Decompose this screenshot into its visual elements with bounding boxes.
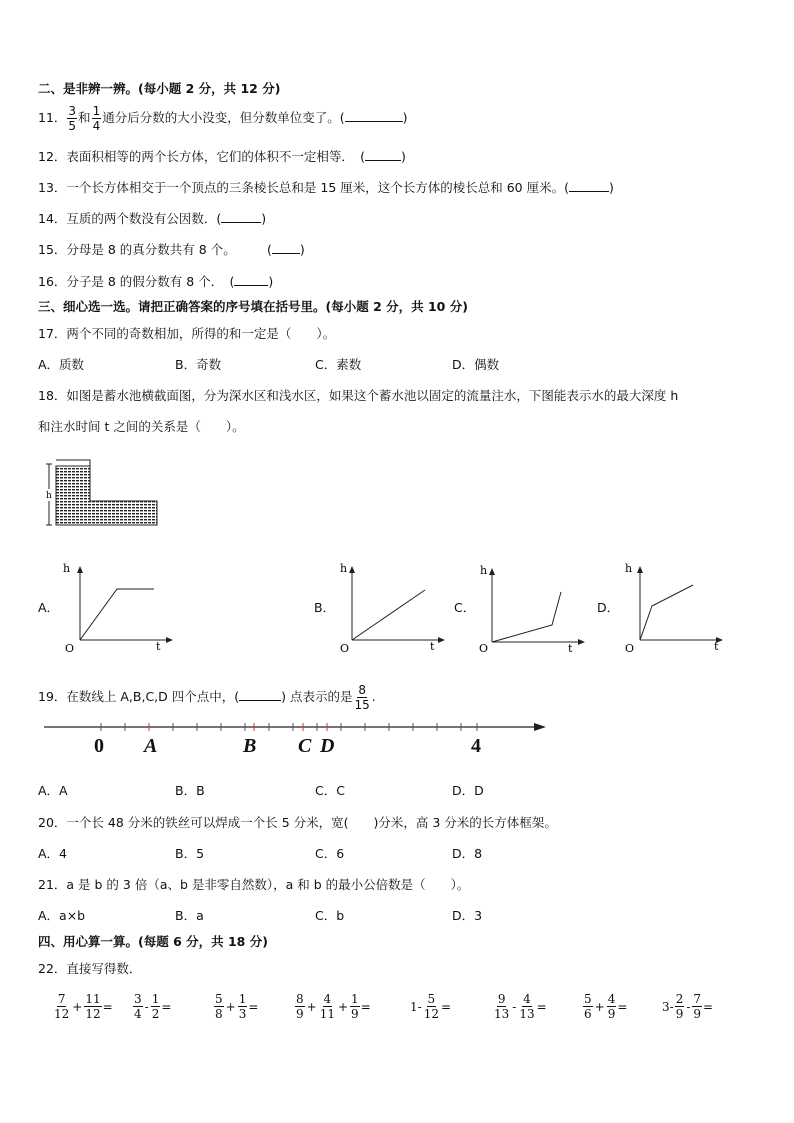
numberline-label-a: A <box>144 735 158 757</box>
reservoir-diagram <box>44 456 164 528</box>
question-22: 22．直接写得数． <box>38 961 142 976</box>
question-13: 13．一个长方体相交于一个顶点的三条棱长总和是 15 厘米，这个长方体的棱长总和 60 厘米。( ) <box>38 180 614 195</box>
option-b[interactable]: B．5 <box>175 846 205 861</box>
svg-text:t: t <box>430 640 435 653</box>
svg-text:t: t <box>714 640 719 653</box>
svg-text:h: h <box>625 562 633 575</box>
answer-blank[interactable] <box>365 149 401 161</box>
question-21: 21．a 是 b 的 3 倍（a、b 是非零自然数），a 和 b 的最小公倍数是（ ）。 <box>38 877 470 892</box>
option-a[interactable]: A．质数 <box>38 357 85 372</box>
answer-blank[interactable] <box>221 211 261 223</box>
answer-blank[interactable] <box>272 242 300 254</box>
svg-text:h: h <box>480 564 488 577</box>
option-c[interactable]: C． <box>454 600 476 615</box>
option-a[interactable]: A．A <box>38 783 68 798</box>
numberline-label-4: 4 <box>471 735 481 757</box>
svg-text:O: O <box>479 642 489 655</box>
fraction: $\frac{3}{5}$ <box>68 104 77 133</box>
number-line <box>44 717 549 737</box>
section2-title: 二、是非辨一辨。(每小题 2 分，共 12 分) <box>38 81 281 96</box>
numberline-label-0: 0 <box>94 735 104 757</box>
option-b[interactable]: B．B <box>175 783 205 798</box>
calc-item-8: 3- $\frac{2}{9}$ - $\frac{7}{9}$ = <box>662 992 714 1021</box>
question-12: 12．表面积相等的两个长方体，它们的体积不一定相等． ( ) <box>38 149 406 164</box>
svg-text:O: O <box>340 642 350 655</box>
graph-b <box>332 560 447 655</box>
option-d[interactable]: D． <box>597 600 620 615</box>
option-c[interactable]: C．6 <box>315 846 345 861</box>
question-17: 17．两个不同的奇数相加，所得的和一定是（ ）。 <box>38 326 336 341</box>
h-label: h <box>46 491 52 501</box>
svg-text:t: t <box>568 642 573 655</box>
svg-text:t: t <box>156 640 161 653</box>
question-18-line1: 18．如图是蓄水池横截面图，分为深水区和浅水区，如果这个蓄水池以固定的流量注水，下图能表示水的最大深度 h <box>38 388 679 403</box>
option-d[interactable]: D．3 <box>452 908 483 923</box>
option-a[interactable]: A．a×b <box>38 908 86 923</box>
question-20: 20．一个长 48 分米的铁丝可以焊成一个长 5 分米，宽( )分米，高 3 分米的长方体框架。 <box>38 815 557 830</box>
calc-item-4: $\frac{8}{9}$ + $\frac{4}{11}$ + $\frac{1}{9}$ = <box>296 992 371 1021</box>
question-11: 11． $\frac{3}{5}$ 和 $\frac{1}{4}$ 通分后分数的大小没变，但分数单位变了。( ) <box>38 104 408 133</box>
calc-item-5: 1- $\frac{5}{12}$ = <box>410 992 452 1021</box>
graph-a <box>60 560 175 655</box>
question-18-line2: 和注水时间 t 之间的关系是（ ）。 <box>38 419 245 434</box>
numberline-label-c: C <box>298 735 312 757</box>
option-b[interactable]: B． <box>314 600 336 615</box>
numberline-label-d: D <box>320 735 335 757</box>
calc-item-2: $\frac{3}{4}$ - $\frac{1}{2}$ = <box>134 992 172 1021</box>
answer-blank[interactable] <box>239 689 281 701</box>
option-d[interactable]: D．偶数 <box>452 357 500 372</box>
option-c[interactable]: C．C <box>315 783 345 798</box>
calc-item-3: $\frac{5}{8}$ + $\frac{1}{3}$ = <box>215 992 259 1021</box>
section4-title: 四、用心算一算。(每题 6 分，共 18 分) <box>38 934 268 949</box>
graph-c <box>472 562 587 657</box>
option-d[interactable]: D．8 <box>452 846 483 861</box>
question-19: 19．在数线上 A,B,C,D 四个点中，( ) 点表示的是 $\frac{8}{15}$ . <box>38 683 376 712</box>
fraction: $\frac{1}{4}$ <box>92 104 101 133</box>
question-16: 16．分子是 8 的假分数有 8 个． ( ) <box>38 274 274 289</box>
option-b[interactable]: B．奇数 <box>175 357 222 372</box>
calc-item-7: $\frac{5}{6}$ + $\frac{4}{9}$ = <box>584 992 628 1021</box>
option-d[interactable]: D．D <box>452 783 484 798</box>
option-b[interactable]: B．a <box>175 908 204 923</box>
option-a[interactable]: A．4 <box>38 846 68 861</box>
calc-item-1: $\frac{7}{12}$ + $\frac{11}{12}$ = <box>54 992 113 1021</box>
fraction: $\frac{8}{15}$ <box>354 683 370 712</box>
graph-d <box>620 560 735 655</box>
calc-item-6: $\frac{9}{13}$ - $\frac{4}{13}$ = <box>494 992 547 1021</box>
svg-text:O: O <box>65 642 75 655</box>
svg-text:O: O <box>625 642 635 655</box>
section3-title: 三、细心选一选。请把正确答案的序号填在括号里。(每小题 2 分，共 10 分) <box>38 299 468 314</box>
answer-blank[interactable] <box>345 110 403 122</box>
question-15: 15．分母是 8 的真分数共有 8 个。 ( ) <box>38 242 305 257</box>
option-a[interactable]: A． <box>38 600 60 615</box>
answer-blank[interactable] <box>234 274 268 286</box>
svg-text:h: h <box>340 562 348 575</box>
option-c[interactable]: C．b <box>315 908 345 923</box>
numberline-label-b: B <box>243 735 257 757</box>
answer-blank[interactable] <box>569 180 609 192</box>
question-14: 14．互质的两个数没有公因数．( ) <box>38 211 267 226</box>
svg-text:h: h <box>63 562 71 575</box>
option-c[interactable]: C．素数 <box>315 357 362 372</box>
